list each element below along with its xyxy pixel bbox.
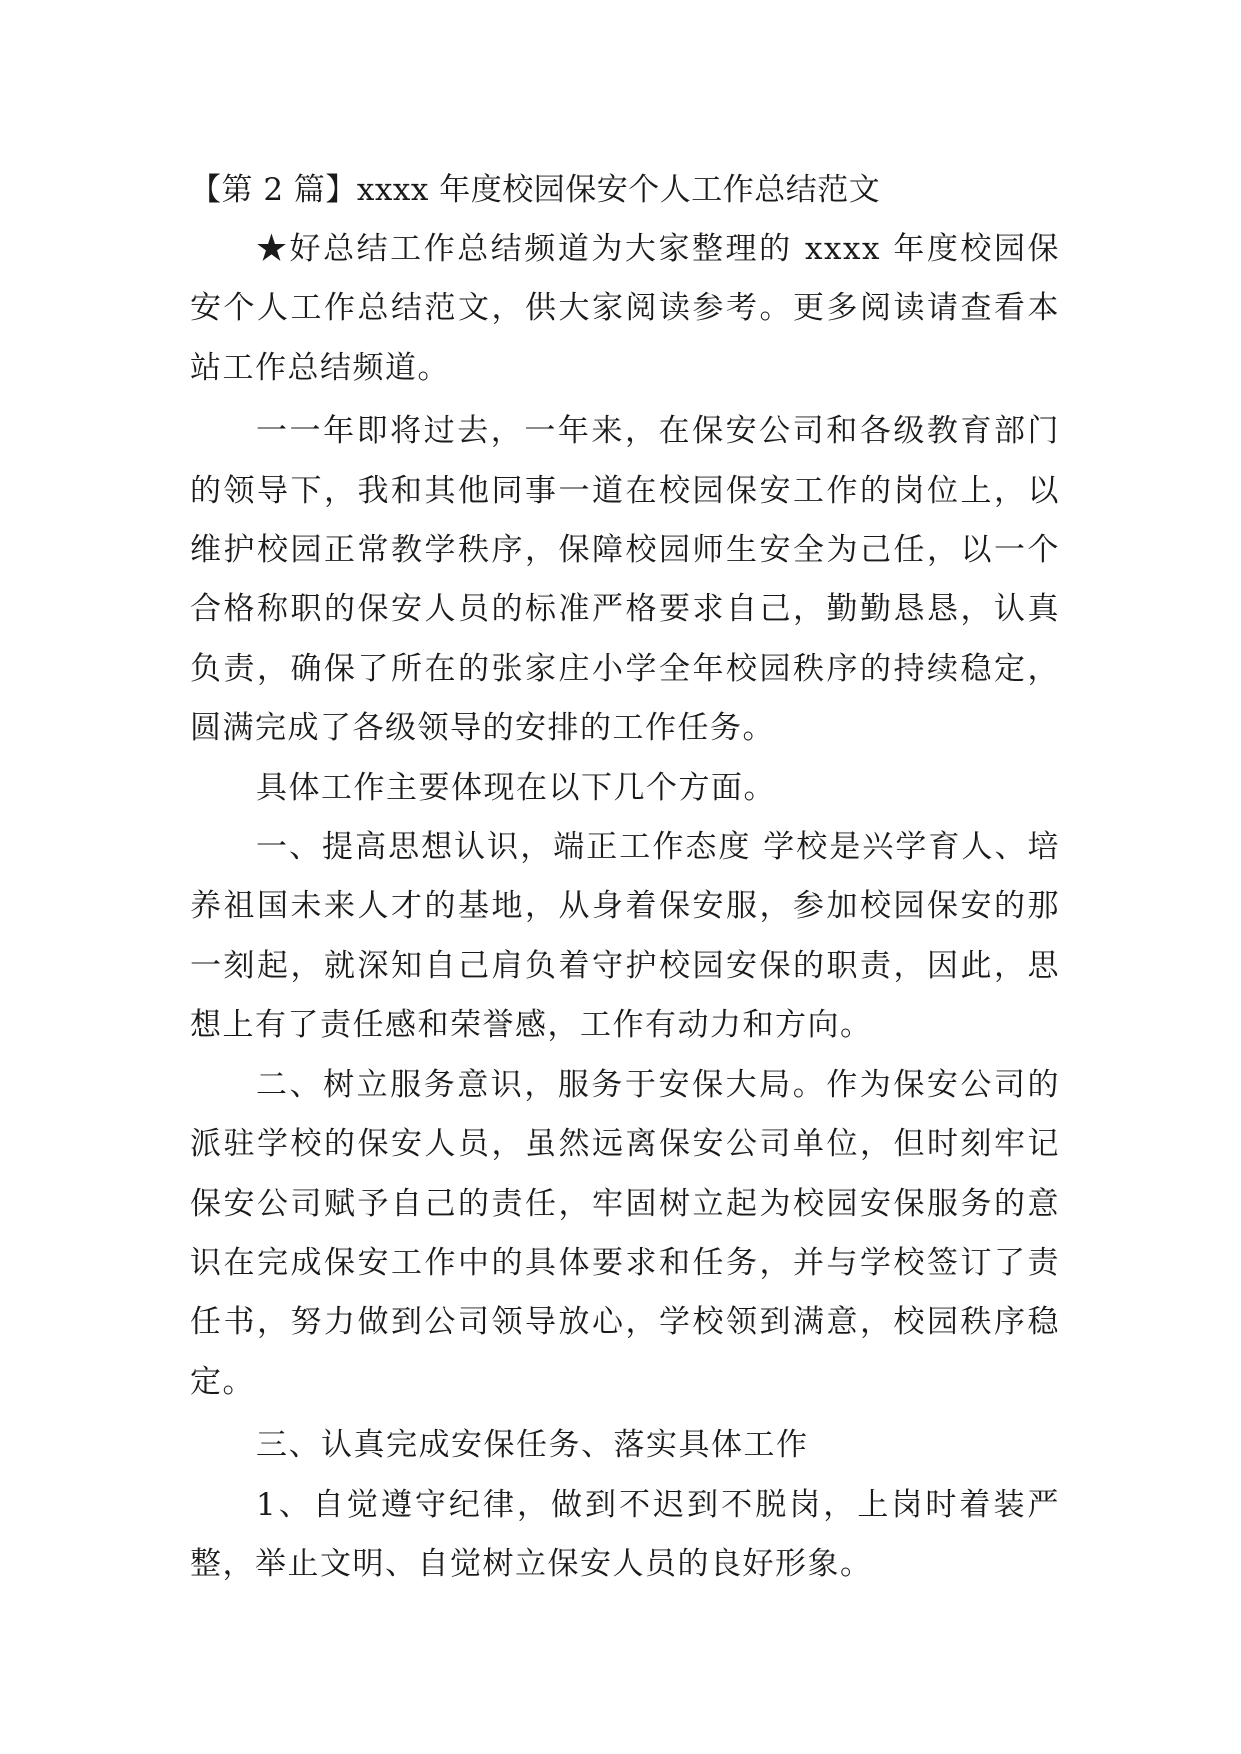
document-page [190,160,1060,1594]
paragraph-section-two: 二、树立服务意识，服务于安保大局。作为保安公司的派驻学校的保安人员，虽然远离保安公司单位，但时刻牢记保安公司赋予自己的责任，牢固树立起为校园安保服务的意识在完成保安工作中的具体要求和任务，并与学校签订了责任书，努力做到公司领导放心，学校领到满意，校园秩序稳定。 [190,1066,1060,1400]
paragraph-aspects: 具体工作主要体现在以下几个方面。 [256,769,776,806]
paragraph-overview: 一一年即将过去，一年来，在保安公司和各级教育部门的领导下，我和其他同事一道在校园保安工作的岗位上，以维护校园正常教学秩序，保障校园师生安全为己任，以一个合格称职的保安人员的标准严格要求自己，勤勤恳恳，认真负责，确保了所在的张家庄小学全年校园秩序的持续稳定，圆满完成了各级领导的安排的工作任务。 [190,413,1060,747]
paragraph-section-one: 一、提高思想认识，端正工作态度 学校是兴学育人、培养祖国未来人才的基地，从身着保安服，参加校园保安的那一刻起，就深知自己肩负着守护校园安保的职责，因此，思想上有了责任感和荣誉感，工作有动力和方向。 [190,829,1060,1044]
paragraph-intro: ★好总结工作总结频道为大家整理的 xxxx 年度校园保安个人工作总结范文，供大家阅读参考。更多阅读请查看本站工作总结频道。 [190,231,1060,386]
paragraph-section-three: 三、认真完成安保任务、落实具体工作 [256,1427,809,1464]
paragraph-item-one: 1、自觉遵守纪律，做到不迟到不脱岗，上岗时着装严整，举止文明、自觉树立保安人员的良好形象。 [190,1486,1060,1582]
document-title: 【第 2 篇】xxxx 年度校园保安个人工作总结范文 [190,172,881,208]
